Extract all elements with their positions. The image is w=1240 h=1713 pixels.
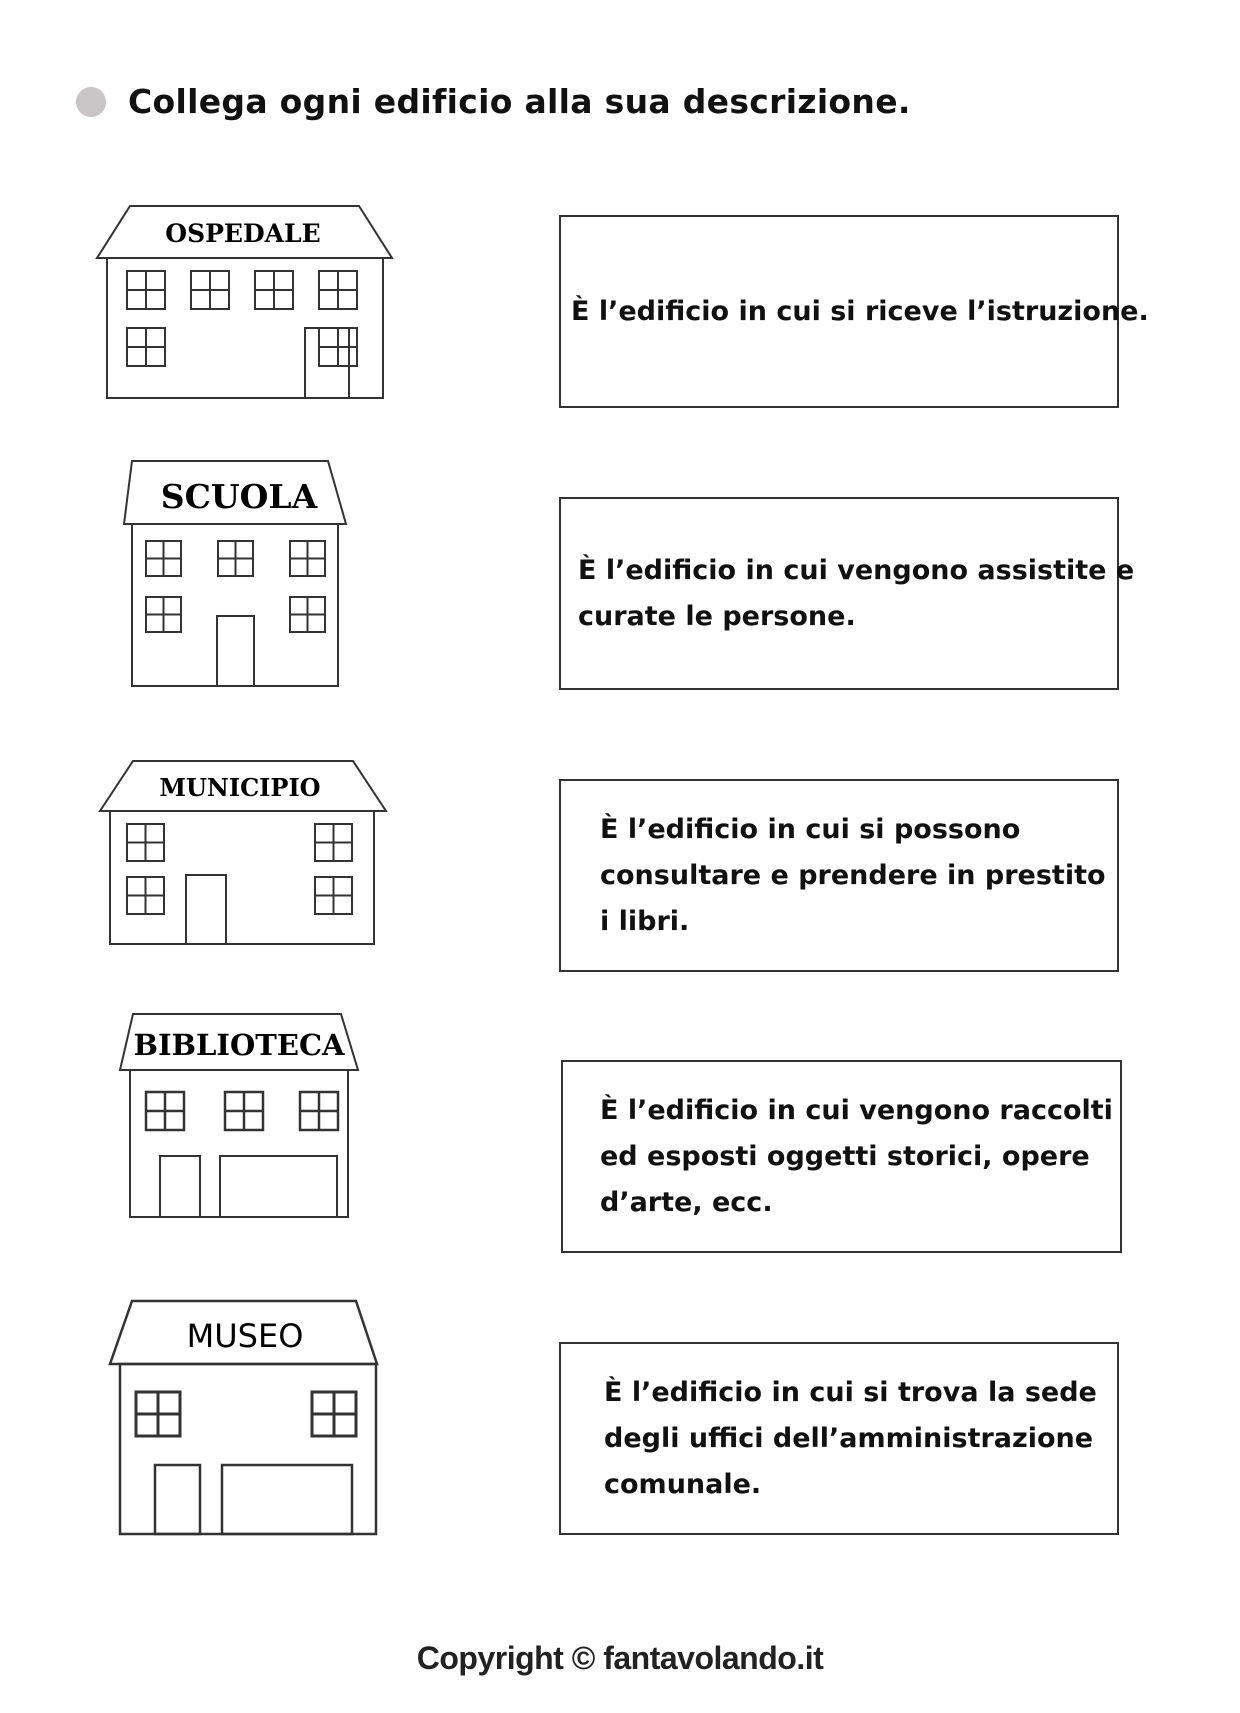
building-scuola	[122, 460, 350, 688]
description-text: È l’edificio in cui si trova la sede degli uffici dell’amministrazione comunale.	[604, 1376, 1097, 1500]
library-building-icon	[120, 1013, 360, 1219]
building-name: MUNICIPIO	[159, 773, 321, 802]
hospital-building-icon	[95, 205, 395, 400]
description-text: È l’edificio in cui si riceve l’istruzione.	[571, 295, 1149, 327]
description-box	[559, 497, 1135, 690]
instruction	[76, 82, 911, 121]
building-biblioteca	[120, 1013, 360, 1219]
windows	[136, 1392, 356, 1436]
school-building-icon	[122, 460, 350, 688]
building-ospedale	[95, 205, 395, 400]
description-box	[559, 215, 1149, 408]
description-box	[559, 1342, 1119, 1535]
building-municipio	[98, 760, 390, 946]
museum-building-icon	[109, 1300, 379, 1536]
description-box	[561, 1060, 1122, 1253]
town-hall-building-icon	[98, 760, 390, 946]
description-box	[559, 779, 1119, 972]
building-name: BIBLIOTECA	[133, 1028, 345, 1062]
description-text: È l’edificio in cui vengono assistite e curate le persone.	[578, 554, 1135, 632]
windows	[146, 541, 325, 632]
instruction-text: Collega ogni edificio alla sua descrizione.	[128, 82, 911, 121]
windows	[127, 271, 357, 366]
building-museo	[109, 1300, 379, 1536]
building-name: MUSEO	[186, 1317, 304, 1355]
description-text: È l’edificio in cui vengono raccolti ed esposti oggetti storici, opere d’arte, ecc.	[600, 1094, 1113, 1218]
bullet-icon	[76, 87, 106, 117]
windows	[146, 1092, 338, 1130]
copyright-text: Copyright © fantavolando.it	[416, 1640, 824, 1676]
description-text: È l’edificio in cui si possono consultare e prendere in prestito i libri.	[600, 813, 1106, 937]
building-name: SCUOLA	[160, 477, 318, 516]
building-name: OSPEDALE	[165, 219, 321, 248]
windows	[127, 824, 352, 914]
